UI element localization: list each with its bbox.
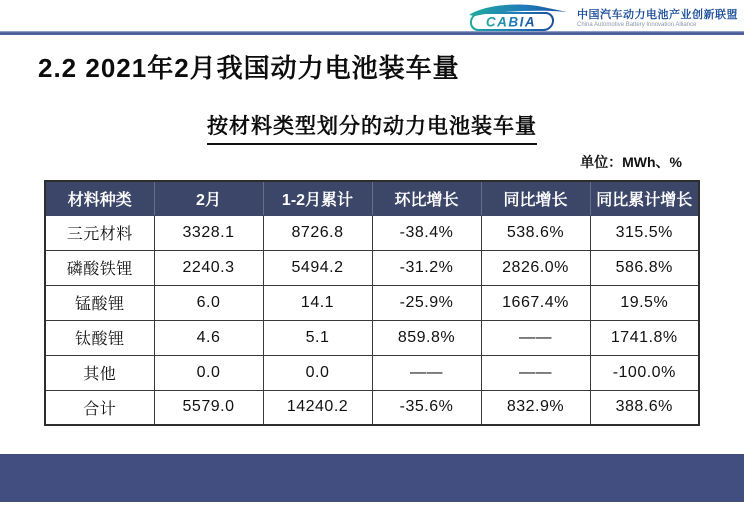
- unit-label: 单位：MWh、%: [580, 154, 682, 170]
- value-cell: -25.9%: [372, 285, 481, 320]
- value-cell: -38.4%: [372, 215, 481, 250]
- value-cell: 315.5%: [590, 215, 699, 250]
- value-cell: 832.9%: [481, 390, 590, 425]
- value-cell: 0.0: [263, 355, 372, 390]
- value-cell: 14.1: [263, 285, 372, 320]
- value-cell: -100.0%: [590, 355, 699, 390]
- value-cell: 5579.0: [154, 390, 263, 425]
- value-cell: 6.0: [154, 285, 263, 320]
- table-row: [45, 250, 699, 285]
- material-name-cell: 锰酸锂: [45, 285, 154, 320]
- value-cell: ——: [372, 355, 481, 390]
- org-name-cn: 中国汽车动力电池产业创新联盟: [577, 8, 738, 21]
- header-divider-line: [0, 31, 744, 35]
- column-header: 材料种类: [45, 181, 154, 215]
- value-cell: 8726.8: [263, 215, 372, 250]
- value-cell: 388.6%: [590, 390, 699, 425]
- material-name-cell: 磷酸铁锂: [45, 250, 154, 285]
- table-body: [45, 215, 699, 425]
- table-caption: 按材料类型划分的动力电池装车量: [207, 110, 537, 145]
- value-cell: 2826.0%: [481, 250, 590, 285]
- value-cell: 0.0: [154, 355, 263, 390]
- column-header: 2月: [154, 181, 263, 215]
- value-cell: 5494.2: [263, 250, 372, 285]
- material-name-cell: 其他: [45, 355, 154, 390]
- table-row: [45, 285, 699, 320]
- value-cell: 586.8%: [590, 250, 699, 285]
- table-row: [45, 215, 699, 250]
- brand-names: [577, 6, 738, 29]
- value-cell: 1667.4%: [481, 285, 590, 320]
- value-cell: 1741.8%: [590, 320, 699, 355]
- logo-wordmark: CABIA: [485, 14, 537, 30]
- table-row: [45, 355, 699, 390]
- brand-header: [466, 2, 738, 32]
- cabia-logo-icon: [466, 2, 570, 32]
- value-cell: 538.6%: [481, 215, 590, 250]
- value-cell: 3328.1: [154, 215, 263, 250]
- value-cell: ——: [481, 320, 590, 355]
- value-cell: 19.5%: [590, 285, 699, 320]
- table-header-row: [45, 181, 699, 215]
- footer-bar: [0, 454, 744, 502]
- material-name-cell: 钛酸锂: [45, 320, 154, 355]
- org-name-en: China Automotive Battery Innovation Alliance: [577, 21, 697, 28]
- column-header: 同比累计增长: [590, 181, 699, 215]
- page-title: 2.2 2021年2月我国动力电池装车量: [38, 53, 460, 83]
- value-cell: -31.2%: [372, 250, 481, 285]
- column-header: 环比增长: [372, 181, 481, 215]
- value-cell: 4.6: [154, 320, 263, 355]
- value-cell: -35.6%: [372, 390, 481, 425]
- column-header: 同比增长: [481, 181, 590, 215]
- value-cell: 2240.3: [154, 250, 263, 285]
- material-name-cell: 三元材料: [45, 215, 154, 250]
- material-table: [44, 180, 700, 426]
- table-head: [45, 181, 699, 215]
- value-cell: 859.8%: [372, 320, 481, 355]
- column-header: 1-2月累计: [263, 181, 372, 215]
- table-row: [45, 390, 699, 425]
- value-cell: 14240.2: [263, 390, 372, 425]
- table-caption-wrap: [0, 110, 744, 145]
- value-cell: 5.1: [263, 320, 372, 355]
- table-row: [45, 320, 699, 355]
- value-cell: ——: [481, 355, 590, 390]
- material-name-cell: 合计: [45, 390, 154, 425]
